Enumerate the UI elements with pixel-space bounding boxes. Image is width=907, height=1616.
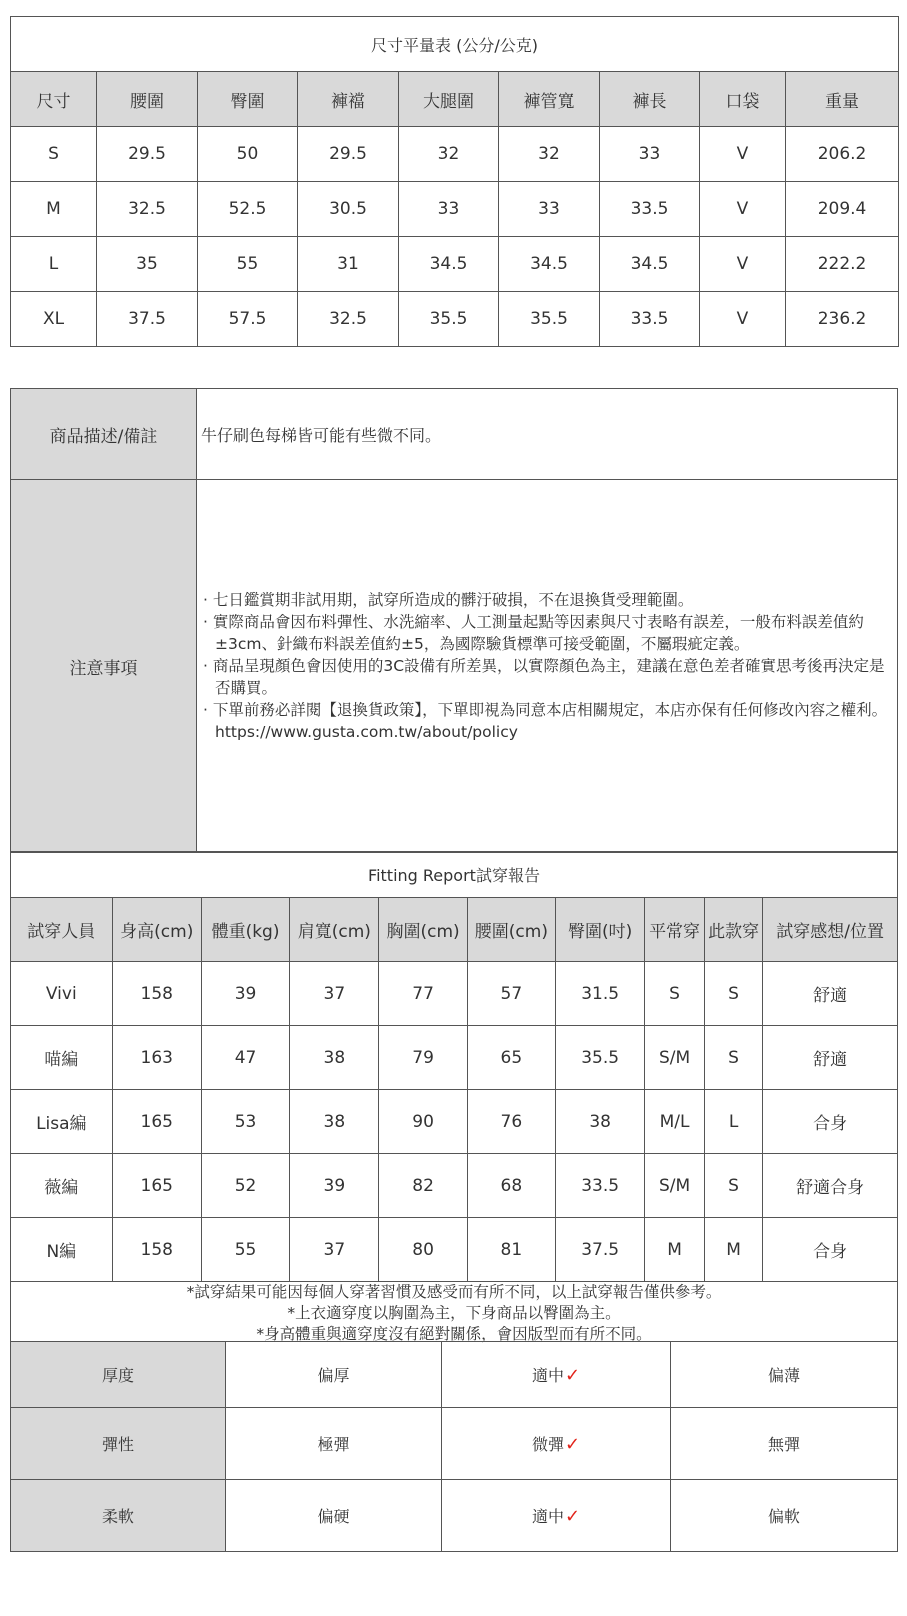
- table-cell: 37: [290, 1218, 379, 1282]
- attribute-option-label: 極彈: [317, 1435, 350, 1454]
- attribute-label: 彈性: [11, 1408, 226, 1480]
- attribute-option-label: 偏軟: [767, 1507, 800, 1526]
- attribute-option-label: 無彈: [767, 1435, 800, 1454]
- table-cell: 31.5: [556, 962, 645, 1026]
- attributes-block: [10, 1341, 898, 1552]
- table-row: [11, 292, 899, 347]
- table-cell: S: [704, 1154, 763, 1218]
- table-cell: M: [704, 1218, 763, 1282]
- checkmark-icon: ✓: [564, 1506, 581, 1527]
- table-cell: 50: [198, 127, 298, 182]
- row-label-cell: Lisa編: [11, 1090, 113, 1154]
- fitting-report-block: [10, 851, 898, 1345]
- table-row: [11, 962, 898, 1026]
- header-cell: 褲管寬: [499, 72, 600, 127]
- header-cell: 褲襠: [298, 72, 399, 127]
- attribute-row: [11, 1408, 898, 1480]
- attribute-label: 柔軟: [11, 1480, 226, 1552]
- header-cell: 臀圍(吋): [556, 898, 645, 962]
- table-cell: 38: [556, 1090, 645, 1154]
- header-cell: 平常穿: [645, 898, 705, 962]
- attribute-option: [671, 1408, 898, 1480]
- size-table-block: [10, 16, 898, 347]
- table-cell: 合身: [763, 1218, 898, 1282]
- size-table-header: [11, 72, 899, 127]
- fitting-title: Fitting Report試穿報告: [11, 852, 898, 898]
- table-cell: 39: [290, 1154, 379, 1218]
- header-cell: 大腿圍: [399, 72, 499, 127]
- header-cell: 肩寬(cm): [290, 898, 379, 962]
- row-label-cell: XL: [11, 292, 97, 347]
- fitting-table: [10, 851, 898, 1345]
- attribute-option-label: 適中: [531, 1366, 564, 1385]
- table-row: [11, 1218, 898, 1282]
- table-cell: 76: [467, 1090, 555, 1154]
- table-row: [11, 1026, 898, 1090]
- table-cell: 55: [198, 237, 298, 292]
- note-item: · 商品呈現顏色會因使用的3C設備有所差異，以實際顏色為主，建議在意色差者確實思考後再決定是否購買。: [203, 657, 885, 697]
- table-cell: 33: [600, 127, 700, 182]
- table-cell: 209.4: [786, 182, 899, 237]
- table-cell: 57.5: [198, 292, 298, 347]
- table-cell: 舒適合身: [763, 1154, 898, 1218]
- table-cell: 35.5: [499, 292, 600, 347]
- attribute-option-label: 偏厚: [317, 1366, 350, 1385]
- table-cell: 37.5: [556, 1218, 645, 1282]
- table-cell: 90: [379, 1090, 467, 1154]
- attribute-option: [226, 1342, 442, 1408]
- header-cell: 此款穿: [704, 898, 763, 962]
- table-row: [11, 1154, 898, 1218]
- attribute-option: [442, 1408, 671, 1480]
- table-cell: 33: [499, 182, 600, 237]
- row-label-cell: 薇編: [11, 1154, 113, 1218]
- description-text: 牛仔刷色每梯皆可能有些微不同。: [197, 389, 898, 480]
- note-item: · 下單前務必詳閱【退換貨政策】，下單即視為同意本店相關規定，本店亦保有任何修改內容之權利。https://www.gusta.com.tw/about/policy: [203, 701, 888, 741]
- attribute-row: [11, 1480, 898, 1552]
- header-cell: 尺寸: [11, 72, 97, 127]
- header-cell: 褲長: [600, 72, 700, 127]
- table-row: [11, 237, 899, 292]
- row-label-cell: N編: [11, 1218, 113, 1282]
- table-cell: 32.5: [97, 182, 198, 237]
- table-cell: M: [645, 1218, 705, 1282]
- table-cell: V: [700, 127, 786, 182]
- table-cell: 222.2: [786, 237, 899, 292]
- table-cell: 舒適: [763, 962, 898, 1026]
- header-cell: 臀圍: [198, 72, 298, 127]
- table-cell: S/M: [645, 1026, 705, 1090]
- table-cell: 38: [290, 1026, 379, 1090]
- table-cell: 236.2: [786, 292, 899, 347]
- table-cell: 35: [97, 237, 198, 292]
- table-cell: 32: [499, 127, 600, 182]
- attribute-option: [226, 1480, 442, 1552]
- checkmark-icon: ✓: [564, 1434, 581, 1455]
- description-notes-block: [10, 388, 898, 853]
- table-cell: V: [700, 182, 786, 237]
- table-cell: 52: [201, 1154, 289, 1218]
- header-cell: 重量: [786, 72, 899, 127]
- row-label-cell: 喵編: [11, 1026, 113, 1090]
- note-item: · 實際商品會因布料彈性、水洗縮率、人工測量起點等因素與尺寸表略有誤差，一般布料誤差值約±3cm、針織布料誤差值約±5，為國際驗貨標準可接受範圍，不屬瑕疵定義。: [203, 613, 864, 653]
- table-cell: S/M: [645, 1154, 705, 1218]
- table-cell: 77: [379, 962, 467, 1026]
- table-cell: 34.5: [600, 237, 700, 292]
- table-cell: 舒適: [763, 1026, 898, 1090]
- attribute-option-label: 偏薄: [767, 1366, 800, 1385]
- table-cell: 165: [112, 1154, 201, 1218]
- table-cell: 52.5: [198, 182, 298, 237]
- table-cell: 35.5: [399, 292, 499, 347]
- header-cell: 胸圍(cm): [379, 898, 467, 962]
- attribute-option: [442, 1480, 671, 1552]
- table-cell: 55: [201, 1218, 289, 1282]
- table-cell: 33.5: [600, 182, 700, 237]
- table-row: [11, 127, 899, 182]
- row-label-cell: Vivi: [11, 962, 113, 1026]
- table-cell: 158: [112, 962, 201, 1026]
- header-cell: 試穿人員: [11, 898, 113, 962]
- table-cell: 34.5: [399, 237, 499, 292]
- table-cell: 29.5: [298, 127, 399, 182]
- attributes-table: [10, 1341, 898, 1552]
- table-cell: 32.5: [298, 292, 399, 347]
- size-table-title: 尺寸平量表 (公分/公克): [11, 17, 899, 72]
- attribute-option-label: 微彈: [531, 1435, 564, 1454]
- table-cell: M/L: [645, 1090, 705, 1154]
- description-label: 商品描述/備註: [11, 389, 197, 480]
- header-cell: 體重(kg): [201, 898, 289, 962]
- table-cell: 37.5: [97, 292, 198, 347]
- table-cell: 80: [379, 1218, 467, 1282]
- footnote: *上衣適穿度以胸圍為主，下身商品以臀圍為主。: [287, 1304, 621, 1322]
- footnote: *身高體重與適穿度沒有絕對關係，會因版型而有所不同。: [256, 1325, 652, 1343]
- table-cell: 32: [399, 127, 499, 182]
- table-cell: V: [700, 292, 786, 347]
- row-label-cell: S: [11, 127, 97, 182]
- table-row: [11, 182, 899, 237]
- attribute-option-label: 適中: [531, 1507, 564, 1526]
- notes-label: 注意事項: [11, 480, 197, 853]
- table-cell: 34.5: [499, 237, 600, 292]
- attribute-row: [11, 1342, 898, 1408]
- table-cell: 68: [467, 1154, 555, 1218]
- table-cell: 33: [399, 182, 499, 237]
- attribute-option: [671, 1342, 898, 1408]
- table-cell: 53: [201, 1090, 289, 1154]
- table-cell: 33.5: [556, 1154, 645, 1218]
- fitting-footnotes: [11, 1282, 898, 1346]
- table-cell: 39: [201, 962, 289, 1026]
- table-cell: 65: [467, 1026, 555, 1090]
- header-cell: 腰圍(cm): [467, 898, 555, 962]
- size-table: [10, 16, 899, 347]
- header-cell: 身高(cm): [112, 898, 201, 962]
- attribute-option-label: 偏硬: [317, 1507, 350, 1526]
- table-cell: 35.5: [556, 1026, 645, 1090]
- table-cell: 165: [112, 1090, 201, 1154]
- table-cell: 57: [467, 962, 555, 1026]
- table-cell: 合身: [763, 1090, 898, 1154]
- table-cell: 81: [467, 1218, 555, 1282]
- notes-content: [197, 480, 898, 853]
- table-cell: 33.5: [600, 292, 700, 347]
- table-cell: S: [704, 1026, 763, 1090]
- table-cell: 29.5: [97, 127, 198, 182]
- table-cell: 47: [201, 1026, 289, 1090]
- table-cell: S: [645, 962, 705, 1026]
- footnote: *試穿結果可能因每個人穿著習慣及感受而有所不同，以上試穿報告僅供參考。: [186, 1283, 722, 1301]
- header-cell: 腰圍: [97, 72, 198, 127]
- table-cell: 38: [290, 1090, 379, 1154]
- table-cell: 37: [290, 962, 379, 1026]
- table-cell: 79: [379, 1026, 467, 1090]
- row-label-cell: L: [11, 237, 97, 292]
- row-label-cell: M: [11, 182, 97, 237]
- table-cell: 82: [379, 1154, 467, 1218]
- attribute-option: [442, 1342, 671, 1408]
- table-cell: S: [704, 962, 763, 1026]
- table-cell: 163: [112, 1026, 201, 1090]
- table-cell: 158: [112, 1218, 201, 1282]
- header-cell: 試穿感想/位置: [763, 898, 898, 962]
- table-cell: 31: [298, 237, 399, 292]
- attribute-option: [671, 1480, 898, 1552]
- header-cell: 口袋: [700, 72, 786, 127]
- table-cell: 30.5: [298, 182, 399, 237]
- attribute-option: [226, 1408, 442, 1480]
- table-cell: V: [700, 237, 786, 292]
- fitting-header: [11, 898, 898, 962]
- attribute-label: 厚度: [11, 1342, 226, 1408]
- table-cell: 206.2: [786, 127, 899, 182]
- table-cell: L: [704, 1090, 763, 1154]
- description-table: [10, 388, 898, 853]
- checkmark-icon: ✓: [564, 1365, 581, 1386]
- table-row: [11, 1090, 898, 1154]
- note-item: · 七日鑑賞期非試用期，試穿所造成的髒汙破損，不在退換貨受理範圍。: [203, 591, 694, 609]
